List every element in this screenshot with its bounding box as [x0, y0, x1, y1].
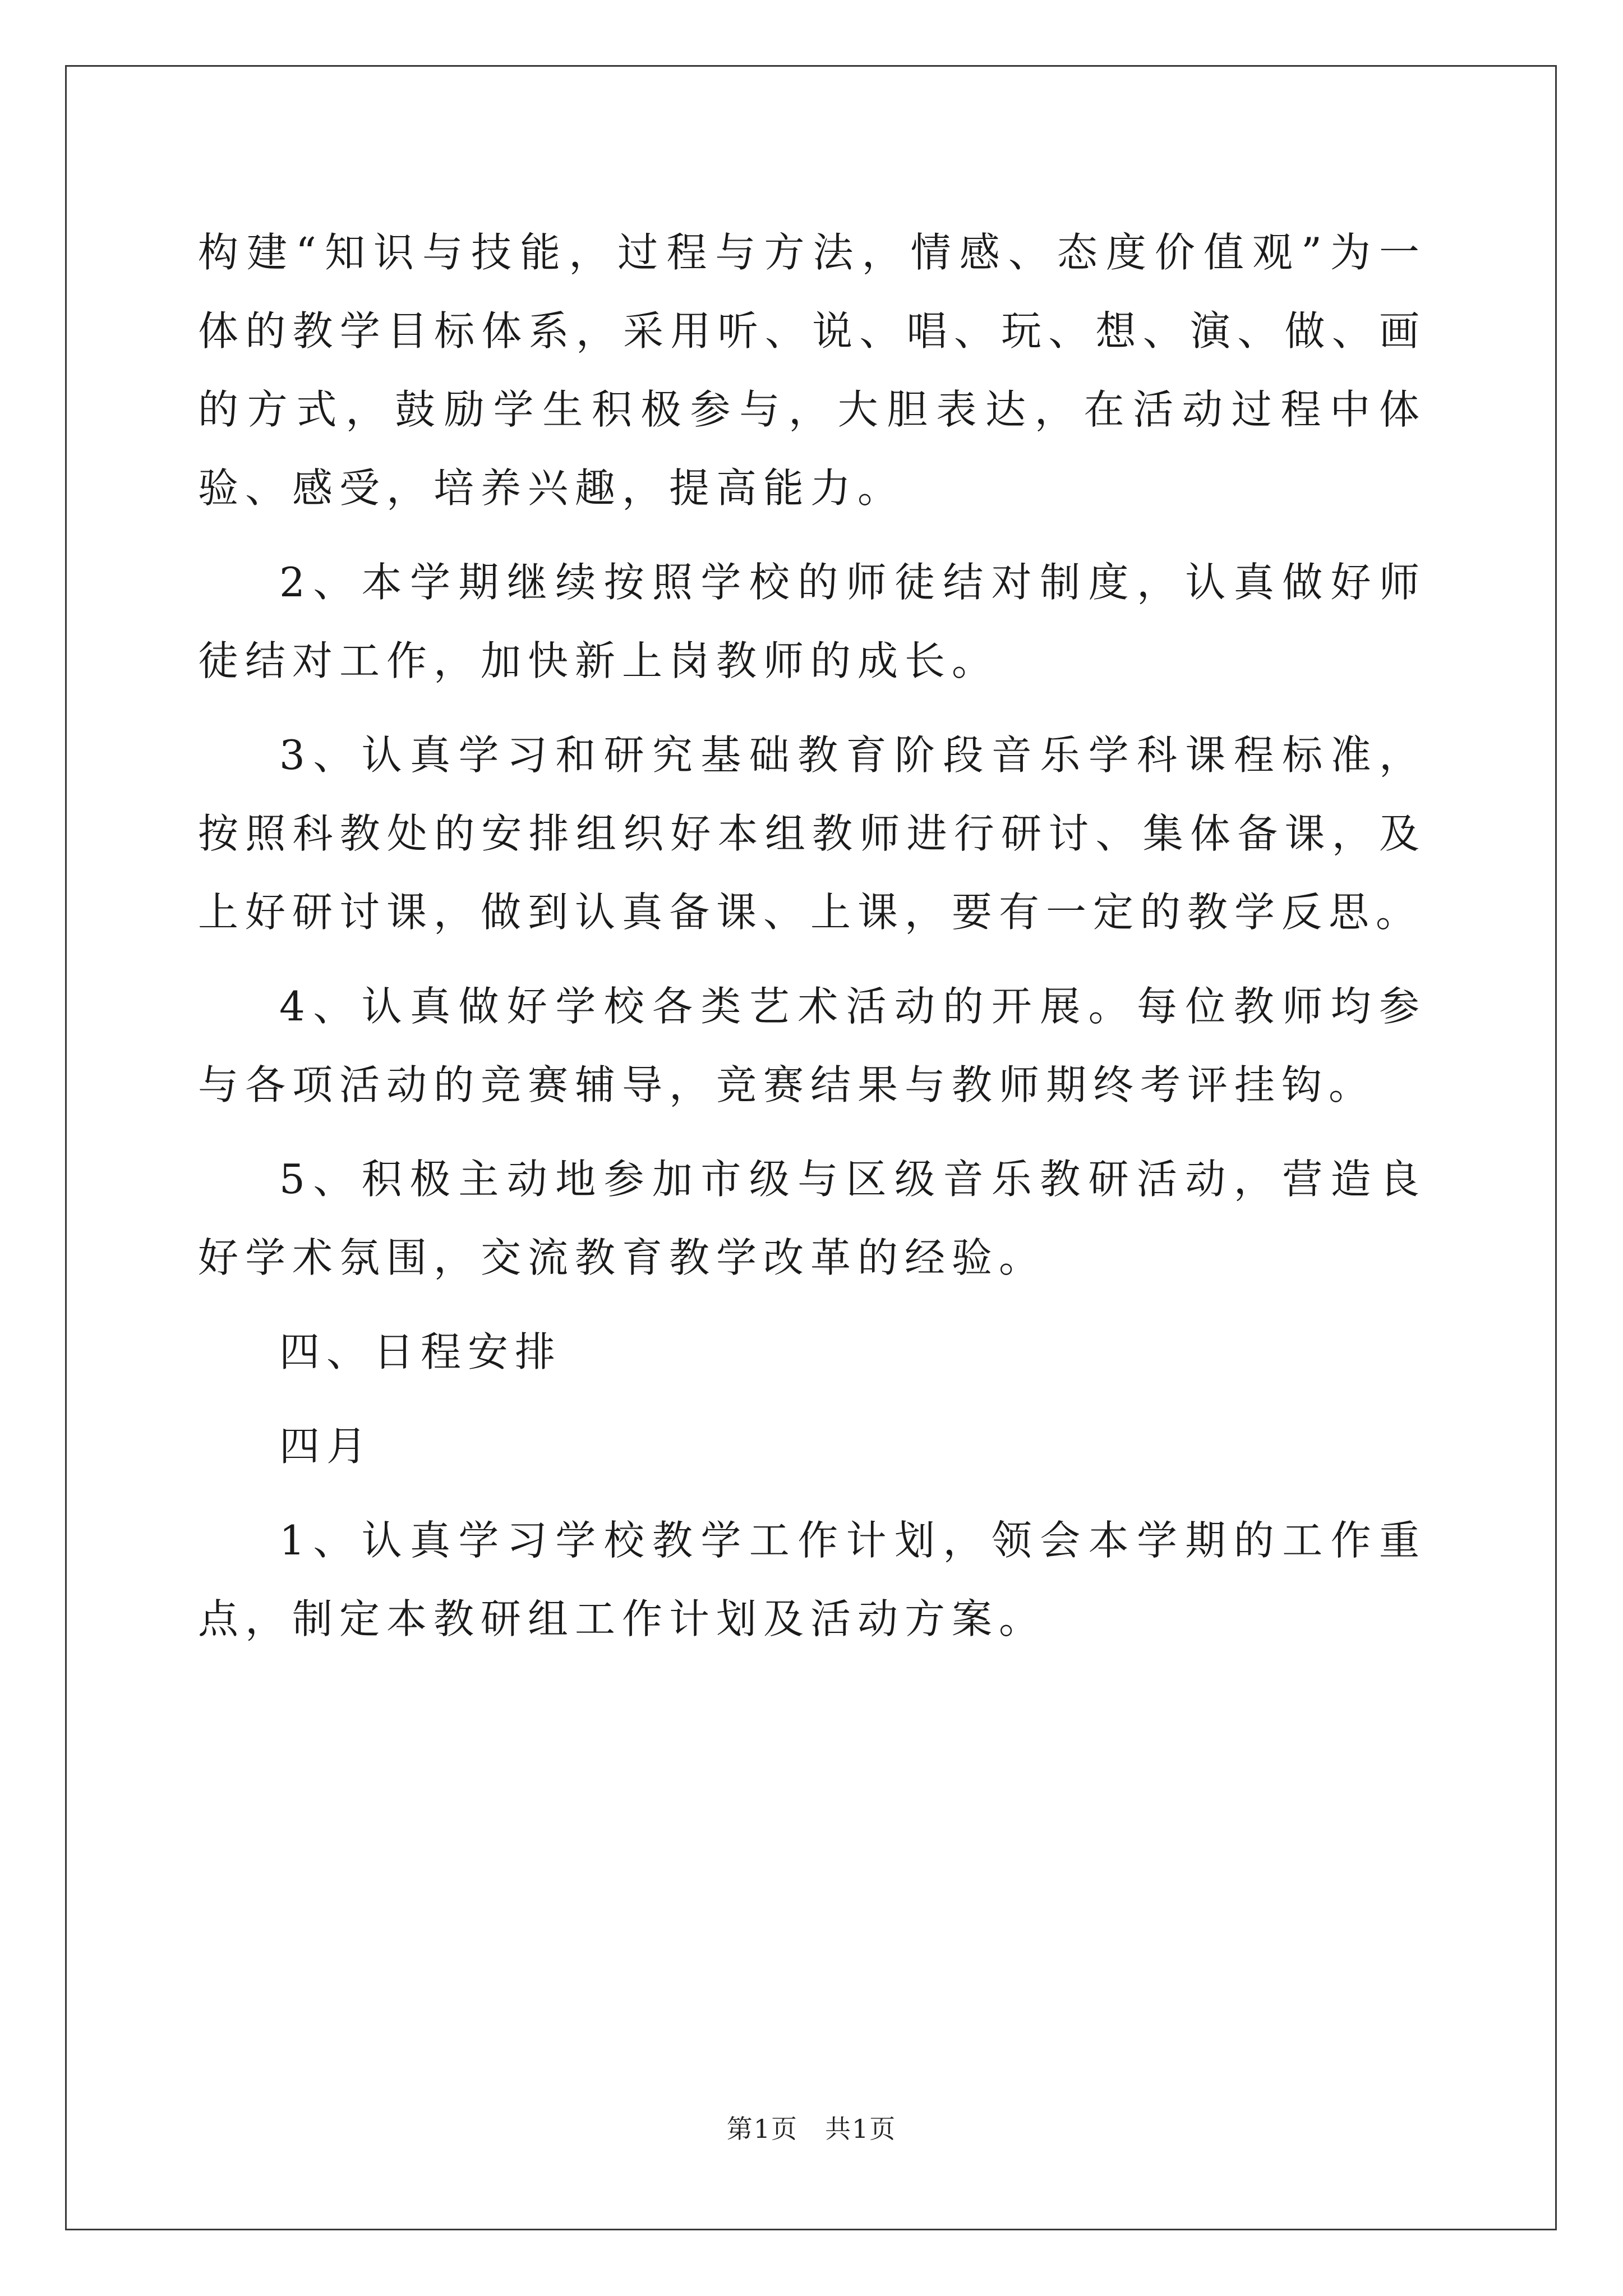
paragraph-1: 构建“知识与技能，过程与方法，情感、态度价值观”为一体的教学目标体系，采用听、说、唱、玩、想、演、做、画的方式，鼓励学生积极参与，大胆表达，在活动过程中体验、感受，培养兴趣，提高能力。 — [198, 229, 1426, 512]
paragraph-2: 2、本学期继续按照学校的师徒结对制度，认真做好师徒结对工作，加快新上岗教师的成长。 — [198, 559, 1426, 684]
paragraph-5: 5、积极主动地参加市级与区级音乐教研活动，营造良好学术氛围，交流教育教学改革的经验。 — [198, 1156, 1426, 1281]
month-heading-april: 四月 — [279, 1423, 374, 1470]
page-number-footer: 第1页 共1页 — [726, 2114, 897, 2144]
section-heading-schedule: 四、日程安排 — [279, 1328, 562, 1375]
paragraph-4: 4、认真做好学校各类艺术活动的开展。每位教师均参与各项活动的竞赛辅导，竞赛结果与教师期终考评挂钩。 — [198, 983, 1426, 1108]
paragraph-april-1: 1、认真学习学校教学工作计划，领会本学期的工作重点，制定本教研组工作计划及活动方案。 — [198, 1517, 1426, 1642]
paragraph-3: 3、认真学习和研究基础教育阶段音乐学科课程标准，按照科教处的安排组织好本组教师进行研讨、集体备课，及上好研讨课，做到认真备课、上课，要有一定的教学反思。 — [198, 731, 1426, 936]
document-body — [198, 213, 1426, 1674]
